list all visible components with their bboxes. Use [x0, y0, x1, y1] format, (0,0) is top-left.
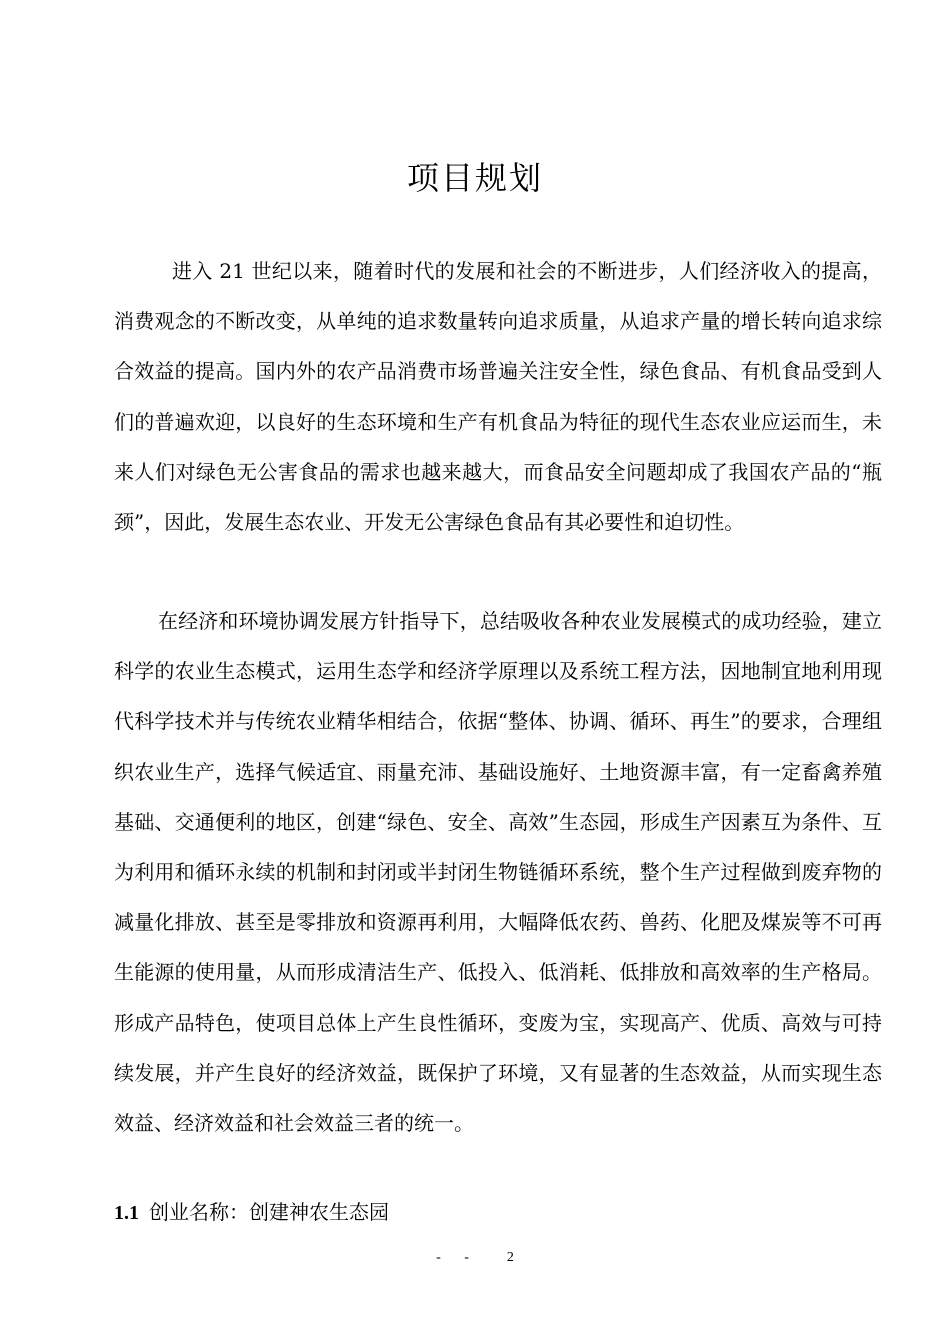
paragraph-introduction: 进入 21 世纪以来，随着时代的发展和社会的不断进步，人们经济收入的提高，消费观念的不断改变，从单纯的追求数量转向追求质量，从追求产量的增长转向追求综合效益的提高。国内外的农产品消费市场普遍关注安全性，绿色食品、有机食品受到人们的普遍欢迎，以良好的生态环境和生产有机食品为特征的现代生态农业应运而生，未来人们对绿色无公害食品的需求也越来越大，而食品安全问题却成了我国农产品的“瓶颈”，因此，发展生态农业、开发无公害绿色食品有其必要性和迫切性。	[114, 259, 882, 535]
footer-dashes: - -	[436, 1250, 479, 1265]
section-heading	[114, 1194, 389, 1231]
page-footer	[0, 1248, 950, 1268]
page-title: 项目规划	[406, 159, 543, 197]
section-number: 1.1	[114, 1202, 139, 1224]
page-number: 2	[506, 1250, 514, 1265]
paragraph-development: 在经济和环境协调发展方针指导下，总结吸收各种农业发展模式的成功经验，建立科学的农业生态模式，运用生态学和经济学原理以及系统工程方法，因地制宜地利用现代科学技术并与传统农业精华相结合，依据“整体、协调、循环、再生”的要求，合理组织农业生产，选择气候适宜、雨量充沛、基础设施好、土地资源丰富，有一定畜禽养殖基础、交通便利的地区，创建“绿色、安全、高效”生态园，形成生产因素互为条件、互为利用和循环永续的机制和封闭或半封闭生物链循环系统，整个生产过程做到废弃物的减量化排放、甚至是零排放和资源再利用，大幅降低农药、兽药、化肥及煤炭等不可再生能源的使用量，从而形成清洁生产、低投入、低消耗、低排放和高效率的生产格局。形成产品特色，使项目总体上产生良性循环，变废为宝，实现高产、优质、高效与可持续发展，并产生良好的经济效益，既保护了环境，又有显著的生态效益，从而实现生态效益、经济效益和社会效益三者的统一。	[114, 609, 882, 1136]
section-label: 创业名称：创建神农生态园	[149, 1200, 389, 1224]
